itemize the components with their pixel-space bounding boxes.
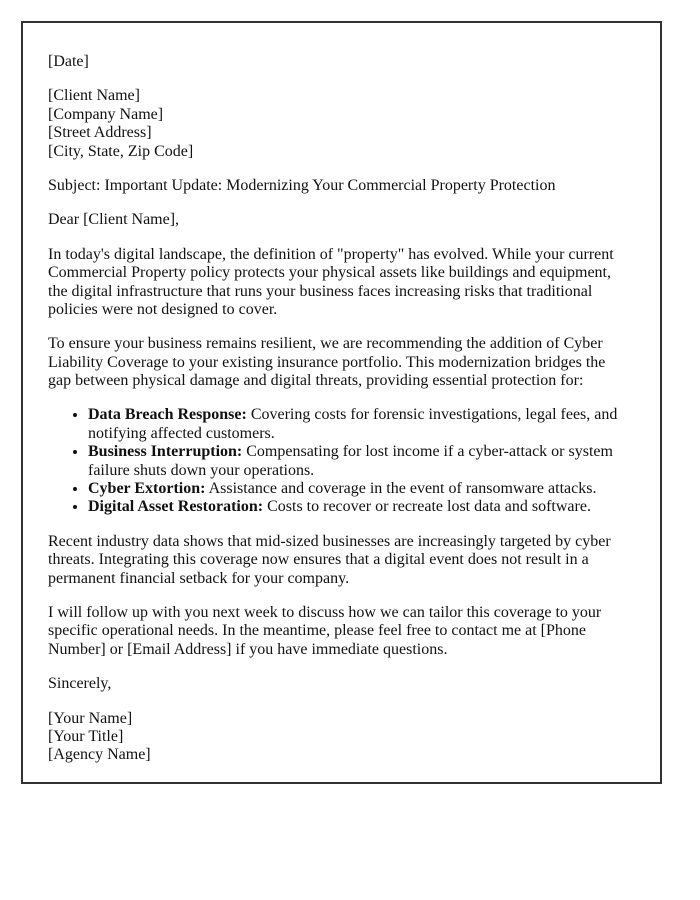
paragraph-follow-up: I will follow up with you next week to discuss how we can tailor this coverage to your specific operational needs. In the meantime, please feel free to contact me at [Phone Number] or [Email Address] if you have immediate questions. <box>48 603 602 658</box>
list-item <box>88 406 622 443</box>
coverage-list <box>48 406 622 516</box>
recipient-city-state-zip: [City, State, Zip Code] <box>48 142 194 160</box>
paragraph-intro: In today's digital landscape, the definition of "property" has evolved. While your current Commercial Property policy protects your physical assets like buildings and equipment, the digital infrastructure that runs your business faces increasing risks that traditional policies were not designed to cover. <box>48 245 614 318</box>
paragraph-industry: Recent industry data shows that mid-sized businesses are increasingly targeted by cyber threats. Integrating this coverage now ensures that a digital event does not result in a permanent financial setback for your company. <box>48 532 611 587</box>
bullet-description: Assistance and coverage in the event of ransomware attacks. <box>208 480 597 498</box>
recipient-block <box>48 87 622 161</box>
closing: Sincerely, <box>48 675 112 693</box>
list-item <box>88 498 622 516</box>
bullet-description: Covering costs for forensic investigations, legal fees, and notifying affected customers. <box>88 406 618 442</box>
list-item <box>88 480 622 498</box>
bullet-term: Cyber Extortion: <box>88 480 206 498</box>
signature-title: [Your Title] <box>48 727 124 745</box>
bullet-term: Digital Asset Restoration: <box>88 498 264 516</box>
list-item <box>88 443 622 480</box>
date-line: [Date] <box>48 53 89 70</box>
paragraph-recommendation: To ensure your business remains resilient, we are recommending the addition of Cyber Liability Coverage to your existing insurance portfolio. This modernization bridges the gap between physical damage and digital threats, providing essential protection for: <box>48 335 606 390</box>
letter-page <box>21 21 662 784</box>
bullet-term: Business Interruption: <box>88 443 243 461</box>
recipient-client-name: [Client Name] <box>48 87 140 105</box>
bullet-term: Data Breach Response: <box>88 406 247 424</box>
subject-line: Subject: Important Update: Modernizing Your Commercial Property Protection <box>48 176 556 194</box>
signature-name: [Your Name] <box>48 709 133 727</box>
bullet-description: Compensating for lost income if a cyber-attack or system failure shuts down your operations. <box>88 443 613 479</box>
signature-block <box>48 710 622 765</box>
recipient-company-name: [Company Name] <box>48 105 164 123</box>
salutation: Dear [Client Name], <box>48 211 180 229</box>
signature-agency: [Agency Name] <box>48 746 151 764</box>
bullet-description: Costs to recover or recreate lost data and software. <box>267 498 591 516</box>
recipient-street-address: [Street Address] <box>48 124 152 142</box>
